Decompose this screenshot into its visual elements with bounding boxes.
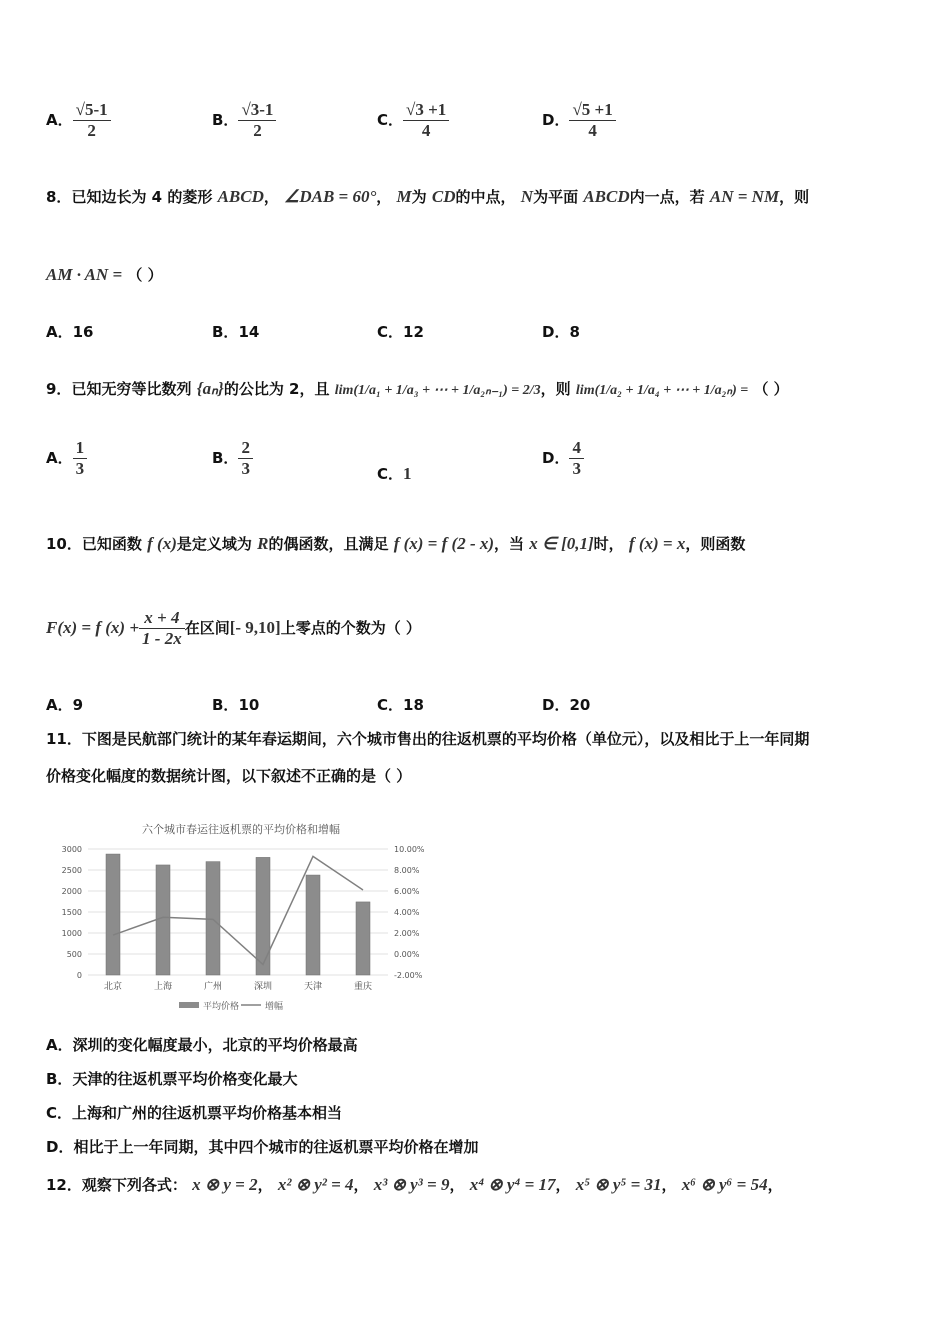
q9-stem (46, 378, 789, 399)
option-label: C． (377, 696, 404, 714)
denominator: 4 (421, 121, 431, 140)
q11-option-d[interactable] (46, 1136, 478, 1157)
q7-option-b[interactable] (212, 100, 276, 141)
math: R (257, 534, 269, 553)
y-left-tick-label: 0 (76, 971, 82, 980)
q7-option-a[interactable] (46, 100, 111, 156)
y-right-axis (394, 845, 425, 980)
q9-option-d[interactable] (542, 438, 584, 479)
q9-option-b[interactable] (212, 438, 253, 479)
x-tick-label: 天津 (303, 982, 323, 992)
option-label: C． (377, 465, 404, 483)
denominator: 4 (588, 121, 597, 140)
option-value: 9 (72, 696, 84, 714)
option-text: 上海和广州的往返机票平均价格基本相当 (72, 1104, 343, 1122)
numerator: √3 +1 (403, 100, 449, 121)
y-right-tick-label: 0.00% (394, 950, 420, 959)
math: x ⊗ y = 2 (192, 1175, 258, 1194)
q11-stem-line1 (46, 728, 809, 749)
fraction (238, 100, 276, 141)
option-label: A． (46, 696, 73, 714)
q8-stem-line2 (46, 264, 163, 285)
option-text: 天津的往返机票平均价格变化最大 (72, 1070, 298, 1088)
math: x⁵ ⊗ y⁵ = 31 (575, 1175, 662, 1194)
option-value: 14 (238, 323, 260, 341)
bar-广州 (206, 862, 220, 975)
q10-option-c[interactable] (377, 694, 424, 715)
numerator: 2 (238, 438, 253, 459)
bar-series (106, 854, 370, 975)
option-label: C． (377, 323, 404, 341)
math: F(x) = f (x) + (46, 618, 140, 637)
text: 价格变化幅度的数据统计图，以下叙述不正确的是（ ） (46, 767, 412, 785)
y-left-tick-label: 1000 (61, 929, 82, 938)
math: AN = NM (709, 187, 780, 206)
math: [- 9,10] (229, 618, 281, 637)
q10-option-b[interactable] (212, 694, 259, 715)
x-tick-label: 深圳 (253, 982, 273, 992)
math: x⁴ ⊗ y⁴ = 17 (469, 1175, 556, 1194)
q10-stem-line2 (46, 608, 421, 649)
math: AM · AN = (46, 265, 123, 284)
q9-option-a[interactable] (46, 438, 87, 479)
text: 时， (593, 535, 624, 553)
text: 为平面 (533, 188, 579, 206)
q11-stem-line2 (46, 765, 411, 786)
y-left-tick-label: 2000 (61, 887, 82, 896)
q8-option-a[interactable] (46, 321, 93, 342)
text: 的中点， (455, 188, 516, 206)
price-chart (46, 816, 446, 1016)
math: N (520, 187, 534, 206)
fraction (139, 608, 185, 649)
option-label: B． (212, 449, 239, 467)
text: 是定义域为 (176, 535, 252, 553)
bar-天津 (306, 875, 320, 975)
numerator: √5-1 (73, 100, 111, 121)
math: f (x) (147, 534, 177, 553)
q7-option-d[interactable] (542, 100, 616, 141)
legend-label-line: 增幅 (265, 1002, 284, 1012)
y-right-tick-label: 2.00% (394, 929, 420, 938)
text: ， (555, 1176, 571, 1194)
q7-option-c[interactable] (377, 100, 449, 141)
bar-北京 (106, 854, 120, 975)
math: M (396, 187, 412, 206)
option-value: 1 (403, 464, 412, 483)
numerator: x + 4 (139, 608, 185, 629)
legend (179, 1000, 283, 1012)
x-tick-label: 北京 (103, 982, 123, 992)
option-label: B． (46, 1070, 73, 1088)
option-label: D． (542, 323, 570, 341)
bar-上海 (156, 865, 170, 975)
q9-option-c[interactable] (377, 463, 412, 484)
text: （ ） (753, 380, 789, 398)
option-label: D． (542, 449, 570, 467)
text: ，则 (540, 380, 571, 398)
text: ， (767, 1176, 783, 1194)
math: f (x) = f (2 - x) (393, 534, 495, 553)
math: ∠DAB = 60° (284, 187, 377, 206)
option-value: 8 (569, 323, 580, 341)
q10-option-d[interactable] (542, 694, 590, 715)
x-axis (104, 980, 372, 992)
numerator: 4 (569, 438, 584, 459)
q11-option-a[interactable] (46, 1034, 358, 1055)
y-left-axis (62, 845, 82, 980)
math: x² ⊗ y² = 4 (277, 1175, 354, 1194)
q8-option-c[interactable] (377, 321, 424, 342)
question-number: 11． (46, 730, 82, 748)
q11-option-c[interactable] (46, 1102, 342, 1123)
chart-title: 六个城市春运往返机票的平均价格和增幅 (142, 823, 340, 836)
q10-option-a[interactable] (46, 694, 83, 715)
text: 已知函数 (81, 535, 142, 553)
option-text: 深圳的变化幅度最小，北京的平均价格最高 (72, 1036, 358, 1054)
y-left-tick-label: 500 (66, 950, 82, 959)
option-label: D． (46, 1138, 74, 1156)
math: ABCD (217, 187, 264, 206)
text: 观察下列各式： (81, 1176, 187, 1194)
math: x³ ⊗ y³ = 9 (373, 1175, 450, 1194)
numerator: √3-1 (238, 100, 276, 121)
text: 的公比为 2，且 (223, 380, 330, 398)
numerator: 1 (73, 438, 88, 459)
q11-option-b[interactable] (46, 1068, 297, 1089)
y-right-tick-label: 10.00% (394, 845, 425, 854)
q12-stem (46, 1174, 783, 1195)
math: x ∈ [0,1] (529, 534, 594, 553)
option-value: 18 (403, 696, 424, 714)
question-number: 10． (46, 535, 82, 553)
denominator: 3 (572, 459, 581, 478)
y-left-tick-label: 2500 (61, 866, 82, 875)
option-value: 12 (403, 323, 424, 341)
option-label: C． (377, 111, 404, 129)
option-value: 20 (569, 696, 591, 714)
question-number: 9． (46, 380, 72, 398)
text: 在区间 (184, 619, 230, 637)
option-value: 10 (238, 696, 260, 714)
line-zengfu (113, 856, 363, 964)
denominator: 2 (253, 121, 262, 140)
y-right-tick-label: 4.00% (394, 908, 420, 917)
line-series (113, 856, 363, 964)
fraction (73, 100, 111, 141)
fraction (569, 438, 584, 479)
question-number: 8． (46, 188, 72, 206)
q8-option-b[interactable] (212, 321, 259, 342)
option-label: A． (46, 449, 73, 467)
denominator: 3 (241, 459, 250, 478)
math: {aₙ} (196, 379, 224, 398)
text: ， (449, 1176, 465, 1194)
x-tick-label: 上海 (153, 982, 173, 992)
fraction (238, 438, 253, 479)
math: f (x) = x (628, 534, 686, 553)
text: ， (257, 1176, 273, 1194)
text: ，则 (779, 188, 810, 206)
text: ， (661, 1176, 677, 1194)
text: ，当 (494, 535, 525, 553)
text: 已知边长为 4 的菱形 (71, 188, 213, 206)
question-number: 12． (46, 1176, 82, 1194)
option-label: D． (542, 696, 570, 714)
q8-stem: 8．已知边长为 4 的菱形 ABCD， ∠DAB = 60°， M为 CD的中点， N为平面 ABCD内一点，若 AN = NM，则 (46, 187, 810, 206)
numerator: √5 +1 (569, 100, 615, 121)
x-tick-label: 重庆 (353, 982, 373, 992)
text: ， (263, 188, 279, 206)
text: ，则函数 (685, 535, 746, 553)
y-right-tick-label: 8.00% (394, 866, 420, 875)
denominator: 1 - 2x (142, 629, 182, 648)
text: 上零点的个数为（ ） (280, 619, 421, 637)
text: 已知无穷等比数列 (71, 380, 192, 398)
legend-swatch-bar (179, 1002, 199, 1008)
option-text: 相比于上一年同期，其中四个城市的往返机票平均价格在增加 (73, 1138, 479, 1156)
q10-stem (46, 533, 745, 554)
chart-grid (88, 849, 388, 975)
text: ， (353, 1176, 369, 1194)
option-value: 16 (72, 323, 94, 341)
bar-重庆 (356, 902, 370, 975)
option-label: A． (46, 111, 73, 129)
y-left-tick-label: 3000 (61, 845, 82, 854)
text: 为 (411, 188, 427, 206)
fraction (403, 100, 449, 141)
math: x⁶ ⊗ y⁶ = 54 (681, 1175, 768, 1194)
option-label: A． (46, 1036, 73, 1054)
fraction (73, 438, 88, 479)
option-label: C． (46, 1104, 73, 1122)
text: 下图是民航部门统计的某年春运期间，六个城市售出的往返机票的平均价格（单位元），以及相比于上一年同期 (81, 730, 810, 748)
x-tick-label: 广州 (203, 982, 223, 992)
denominator: 2 (87, 121, 96, 140)
q8-option-d[interactable] (542, 321, 580, 342)
bar-深圳 (256, 857, 270, 975)
option-label: B． (212, 111, 239, 129)
legend-label-bar: 平均价格 (203, 1002, 240, 1012)
option-label: B． (212, 323, 239, 341)
text: 内一点，若 (629, 188, 705, 206)
text: 的偶函数，且满足 (268, 535, 389, 553)
option-label: D． (542, 111, 570, 129)
text: （ ） (127, 266, 163, 284)
math: ABCD (583, 187, 630, 206)
y-right-tick-label: -2.00% (394, 971, 423, 980)
y-right-tick-label: 6.00% (394, 887, 420, 896)
option-label: B． (212, 696, 239, 714)
math: lim(1/a₂ + 1/a₄ + ⋯ + 1/a₂ₙ) = (575, 383, 749, 398)
option-label: A． (46, 323, 73, 341)
denominator: 3 (75, 459, 85, 478)
math: lim(1/a₁ + 1/a₃ + ⋯ + 1/a₂ₙ₋₁) = 2/3 (334, 383, 541, 398)
y-left-tick-label: 1500 (61, 908, 82, 917)
math: CD (431, 187, 456, 206)
fraction (569, 100, 615, 141)
